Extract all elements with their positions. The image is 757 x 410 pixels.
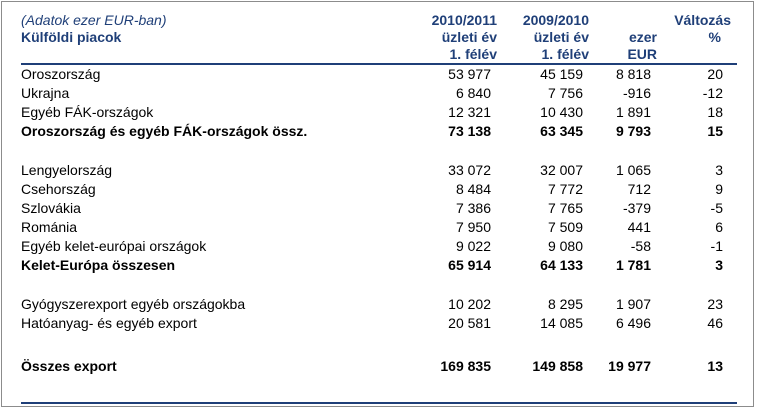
- row-change-pct: 18: [707, 104, 723, 120]
- header-2009-line3: 1. félév: [541, 46, 589, 62]
- row-value-2009: 32 007: [540, 162, 583, 178]
- row-name: Kelet-Európa összesen: [21, 257, 176, 273]
- table-row: [21, 218, 737, 237]
- row-value-2009: 8 295: [547, 296, 583, 312]
- row-change-abs: -379: [622, 200, 651, 216]
- header-2010-line1: 2010/2011: [431, 12, 497, 28]
- unit-note: (Adatok ezer EUR-ban): [21, 12, 167, 28]
- row-value-2009: 7 772: [547, 181, 583, 197]
- row-name: Hatóanyag- és egyéb export: [21, 315, 197, 331]
- row-change-pct: -12: [702, 85, 723, 101]
- row-name: Gyógyszerexport egyéb országokba: [21, 296, 246, 312]
- table-body: [21, 64, 737, 376]
- table-row: [21, 180, 737, 199]
- row-value-2009: 7 509: [547, 219, 583, 235]
- row-change-abs: -916: [622, 85, 651, 101]
- row-spacer: [21, 141, 737, 161]
- row-change-abs: 1 065: [615, 162, 651, 178]
- row-value-2009: 7 765: [547, 200, 583, 216]
- row-change-pct: 23: [707, 296, 723, 312]
- subtotal-row: [21, 122, 737, 141]
- table-row: [21, 84, 737, 103]
- header-spacer-pct: [657, 46, 737, 63]
- row-name: Ukrajna: [21, 85, 70, 101]
- table-row: [21, 237, 737, 256]
- row-value-2010: 7 950: [455, 219, 491, 235]
- row-change-abs: 1 781: [615, 257, 651, 273]
- row-change-abs: -58: [630, 238, 651, 254]
- row-name: Lengyelország: [21, 162, 113, 178]
- table-row: [21, 199, 737, 218]
- row-value-2009: 14 085: [540, 315, 583, 331]
- row-change-pct: 6: [715, 219, 723, 235]
- row-value-2010: 73 138: [448, 123, 491, 139]
- table-header: [21, 12, 737, 64]
- row-value-2010: 20 581: [448, 315, 491, 331]
- row-value-2010: 169 835: [440, 358, 491, 374]
- row-change-pct: 20: [707, 66, 723, 82]
- export-table-container: [21, 12, 737, 376]
- row-name: Oroszország: [21, 66, 101, 82]
- row-change-abs: 6 496: [615, 315, 651, 331]
- row-change-pct: 9: [715, 181, 723, 197]
- row-value-2009: 63 345: [540, 123, 583, 139]
- total-row: [21, 357, 737, 376]
- row-value-2009: 45 159: [540, 66, 583, 82]
- row-value-2010: 10 202: [448, 296, 491, 312]
- header-change-group: Változás: [674, 12, 731, 28]
- row-spacer: [21, 333, 737, 357]
- row-change-abs: 441: [627, 219, 651, 235]
- row-change-abs: 1 891: [615, 104, 651, 120]
- header-2010-line2: üzleti év: [441, 29, 497, 45]
- row-name: Románia: [21, 219, 78, 235]
- header-change-pct: %: [708, 29, 721, 45]
- row-value-2010: 53 977: [448, 66, 491, 82]
- row-change-pct: 13: [707, 358, 723, 374]
- row-change-pct: 3: [715, 162, 723, 178]
- header-2009-line1: 2009/2010: [522, 12, 589, 28]
- header-spacer: [21, 46, 399, 63]
- row-value-2010: 7 386: [455, 200, 491, 216]
- row-value-2010: 65 914: [448, 257, 491, 273]
- row-change-abs: 1 907: [615, 296, 651, 312]
- row-name: Egyéb FÁK-országok: [21, 104, 154, 120]
- row-value-2010: 33 072: [448, 162, 491, 178]
- table-row: [21, 64, 737, 84]
- row-value-2009: 10 430: [540, 104, 583, 120]
- row-value-2009: 7 756: [547, 85, 583, 101]
- row-value-2010: 12 321: [448, 104, 491, 120]
- row-change-abs: 8 818: [615, 66, 651, 82]
- row-name: Szlovákia: [21, 200, 81, 216]
- row-change-pct: -5: [710, 200, 723, 216]
- row-spacer: [21, 275, 737, 295]
- row-value-2010: 9 022: [455, 238, 491, 254]
- row-change-abs: 9 793: [615, 123, 651, 139]
- row-name: Oroszország és egyéb FÁK-országok össz.: [21, 123, 308, 139]
- table-row: [21, 295, 737, 314]
- table-row: [21, 103, 737, 122]
- row-change-abs: 712: [627, 181, 651, 197]
- row-value-2009: 64 133: [540, 257, 583, 273]
- row-change-abs: 19 977: [608, 358, 651, 374]
- header-change-abs-line1: ezer: [628, 29, 657, 45]
- row-value-2009: 149 858: [532, 358, 583, 374]
- row-change-pct: 3: [715, 257, 723, 273]
- table-row: [21, 314, 737, 333]
- row-value-2009: 9 080: [547, 238, 583, 254]
- header-change-abs-line2: EUR: [627, 46, 657, 62]
- header-market-col: Külföldi piacok: [21, 29, 122, 45]
- row-name: Összes export: [21, 358, 117, 374]
- header-2009-line2: üzleti év: [533, 29, 589, 45]
- row-change-pct: -1: [710, 238, 723, 254]
- bottom-rule: [21, 402, 737, 404]
- row-name: Egyéb kelet-európai országok: [21, 238, 207, 254]
- subtotal-row: [21, 256, 737, 275]
- table-row: [21, 161, 737, 180]
- row-value-2010: 6 840: [455, 85, 491, 101]
- row-change-pct: 46: [707, 315, 723, 331]
- header-2010-line3: 1. félév: [449, 46, 497, 62]
- row-change-pct: 15: [707, 123, 723, 139]
- export-table: [21, 12, 737, 376]
- row-value-2010: 8 484: [455, 181, 491, 197]
- row-name: Csehország: [21, 181, 96, 197]
